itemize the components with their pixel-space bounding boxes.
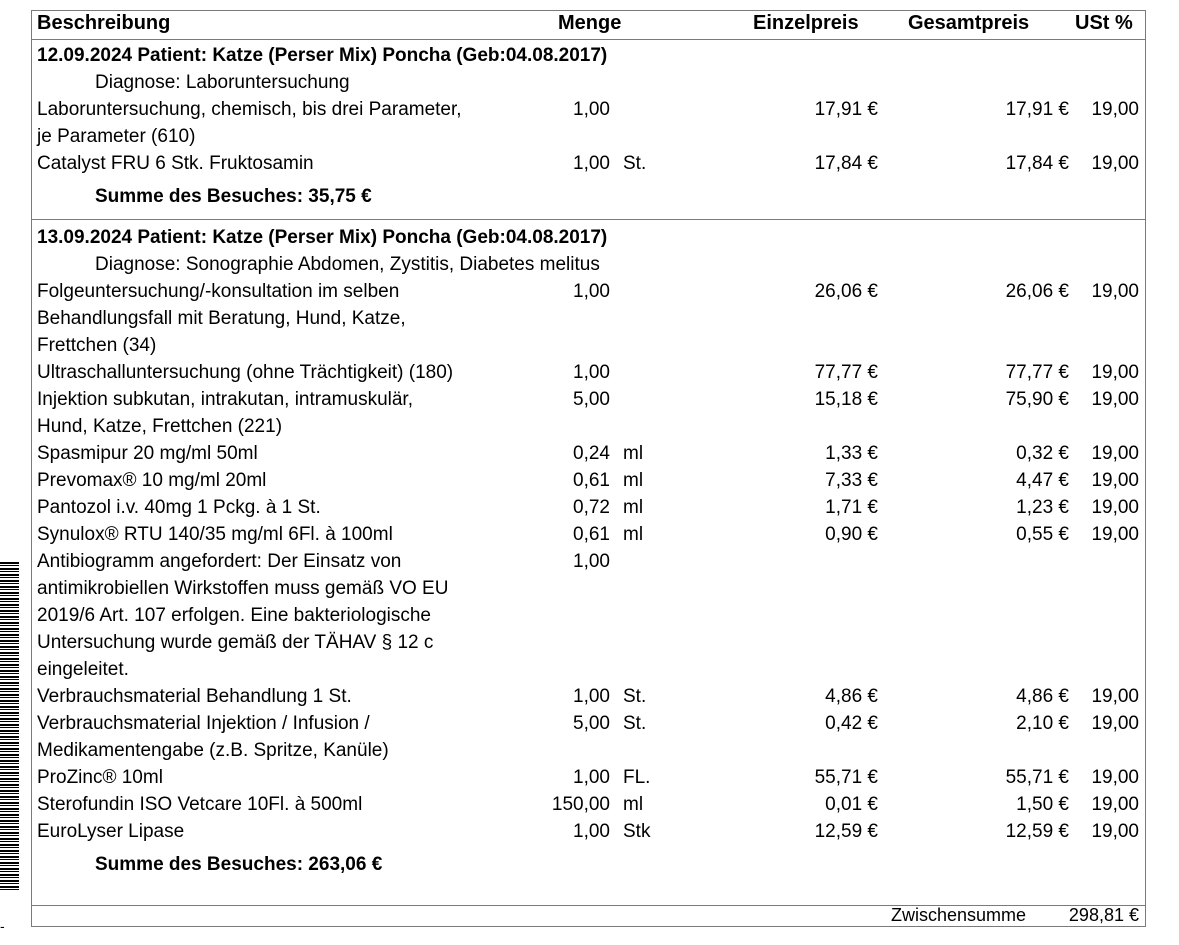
item-total: 1,23 € (1016, 497, 1069, 518)
item-quantity: 1,00 (573, 686, 610, 707)
item-vat: 19,00 (1091, 713, 1139, 734)
item-description: Synulox® RTU 140/35 mg/ml 6Fl. à 100ml (37, 524, 393, 545)
visit-title: 12.09.2024 Patient: Katze (Perser Mix) Poncha (Geb:04.08.2017) (37, 45, 608, 66)
item-quantity: 0,61 (573, 470, 610, 491)
barcode (0, 562, 19, 892)
item-unit: St. (623, 153, 647, 174)
header-divider (31, 39, 1146, 40)
item-unit-price: 15,18 € (814, 389, 878, 410)
visit-diagnosis: Diagnose: Laboruntersuchung (95, 72, 350, 93)
item-unit-price: 1,71 € (825, 497, 878, 518)
item-total: 26,06 € (1005, 281, 1069, 302)
visit-diagnosis: Diagnose: Sonographie Abdomen, Zystitis, Diabetes melitus (95, 254, 600, 275)
item-vat: 19,00 (1091, 821, 1139, 842)
item-unit: ml (623, 443, 644, 464)
item-description: ProZinc® 10ml (37, 767, 163, 788)
item-description: Folgeuntersuchung/-konsultation im selben (37, 281, 400, 302)
visit-sum: Summe des Besuches: 35,75 € (95, 186, 372, 207)
item-vat: 19,00 (1091, 794, 1139, 815)
item-quantity: 0,24 (573, 443, 610, 464)
item-quantity: 0,61 (573, 524, 610, 545)
item-unit-price: 0,90 € (825, 524, 878, 545)
item-description: Spasmipur 20 mg/ml 50ml (37, 443, 258, 464)
item-vat: 19,00 (1091, 281, 1139, 302)
item-unit-price: 26,06 € (814, 281, 878, 302)
item-quantity: 150,00 (551, 794, 610, 815)
item-quantity: 1,00 (573, 767, 610, 788)
visit-title: 13.09.2024 Patient: Katze (Perser Mix) Poncha (Geb:04.08.2017) (37, 227, 608, 248)
item-total: 17,84 € (1005, 153, 1069, 174)
item-description: Sterofundin ISO Vetcare 10Fl. à 500ml (37, 794, 363, 815)
item-description: Frettchen (34) (37, 335, 157, 356)
item-description: je Parameter (610) (37, 126, 196, 147)
item-unit: St. (623, 713, 647, 734)
item-description: Laboruntersuchung, chemisch, bis drei Parameter, (37, 99, 462, 120)
item-quantity: 5,00 (573, 713, 610, 734)
item-description: Untersuchung wurde gemäß der TÄHAV § 12 c (37, 632, 434, 653)
item-description: 2019/6 Art. 107 erfolgen. Eine bakteriologische (37, 605, 431, 626)
item-vat: 19,00 (1091, 99, 1139, 120)
item-description: Hund, Katze, Frettchen (221) (37, 416, 283, 437)
item-total: 12,59 € (1005, 821, 1069, 842)
margin-mark: - (0, 918, 5, 934)
item-description: antimikrobiellen Wirkstoffen muss gemäß VO EU (37, 578, 449, 599)
item-unit-price: 4,86 € (825, 686, 878, 707)
item-quantity: 1,00 (573, 153, 610, 174)
item-description: Medikamentengabe (z.B. Spritze, Kanüle) (37, 740, 389, 761)
item-total: 4,47 € (1016, 470, 1069, 491)
header-total-price: Gesamtpreis (908, 12, 1030, 34)
item-unit-price: 17,84 € (814, 153, 878, 174)
header-description: Beschreibung (37, 12, 171, 34)
item-total: 2,10 € (1016, 713, 1069, 734)
item-description: EuroLyser Lipase (37, 821, 185, 842)
item-description: eingeleitet. (37, 659, 129, 680)
item-quantity: 1,00 (573, 362, 610, 383)
item-quantity: 1,00 (573, 551, 610, 572)
item-vat: 19,00 (1091, 443, 1139, 464)
item-total: 0,32 € (1016, 443, 1069, 464)
item-quantity: 1,00 (573, 281, 610, 302)
item-unit: ml (623, 470, 644, 491)
item-vat: 19,00 (1091, 153, 1139, 174)
item-unit-price: 12,59 € (814, 821, 878, 842)
header-quantity: Menge (558, 12, 622, 34)
item-vat: 19,00 (1091, 524, 1139, 545)
item-vat: 19,00 (1091, 497, 1139, 518)
header-unit-price: Einzelpreis (753, 12, 859, 34)
item-description: Pantozol i.v. 40mg 1 Pckg. à 1 St. (37, 497, 321, 518)
item-unit: St. (623, 686, 647, 707)
item-total: 0,55 € (1016, 524, 1069, 545)
item-vat: 19,00 (1091, 470, 1139, 491)
item-total: 75,90 € (1005, 389, 1069, 410)
item-unit-price: 1,33 € (825, 443, 878, 464)
item-description: Injektion subkutan, intrakutan, intramuskulär, (37, 389, 413, 410)
item-description: Verbrauchsmaterial Injektion / Infusion / (37, 713, 370, 734)
subtotal-value: 298,81 € (1068, 905, 1139, 925)
item-unit-price: 17,91 € (814, 99, 878, 120)
item-total: 77,77 € (1005, 362, 1069, 383)
item-unit: ml (623, 497, 644, 518)
item-description: Prevomax® 10 mg/ml 20ml (37, 470, 267, 491)
item-unit-price: 77,77 € (814, 362, 878, 383)
item-unit-price: 7,33 € (825, 470, 878, 491)
item-unit: ml (623, 794, 644, 815)
header-vat: USt % (1075, 12, 1133, 34)
item-vat: 19,00 (1091, 686, 1139, 707)
item-quantity: 1,00 (573, 99, 610, 120)
subtotal-label: Zwischensumme (890, 905, 1026, 925)
item-unit: Stk (623, 821, 651, 842)
item-unit-price: 55,71 € (814, 767, 878, 788)
item-quantity: 1,00 (573, 821, 610, 842)
item-unit: FL. (623, 767, 651, 788)
item-description: Verbrauchsmaterial Behandlung 1 St. (37, 686, 352, 707)
visit-divider (31, 219, 1146, 220)
item-total: 55,71 € (1005, 767, 1069, 788)
item-unit-price: 0,01 € (825, 794, 878, 815)
item-unit-price: 0,42 € (825, 713, 878, 734)
item-description: Antibiogramm angefordert: Der Einsatz von (37, 551, 402, 572)
item-description: Catalyst FRU 6 Stk. Fruktosamin (37, 153, 314, 174)
visit-sum: Summe des Besuches: 263,06 € (95, 854, 383, 875)
item-description: Behandlungsfall mit Beratung, Hund, Katze, (37, 308, 406, 329)
item-total: 1,50 € (1016, 794, 1069, 815)
item-quantity: 0,72 (573, 497, 610, 518)
item-quantity: 5,00 (573, 389, 610, 410)
item-unit: ml (623, 524, 644, 545)
item-vat: 19,00 (1091, 362, 1139, 383)
item-description: Ultraschalluntersuchung (ohne Trächtigkeit) (180) (37, 362, 454, 383)
item-vat: 19,00 (1091, 389, 1139, 410)
item-total: 4,86 € (1016, 686, 1069, 707)
item-vat: 19,00 (1091, 767, 1139, 788)
item-total: 17,91 € (1005, 99, 1069, 120)
